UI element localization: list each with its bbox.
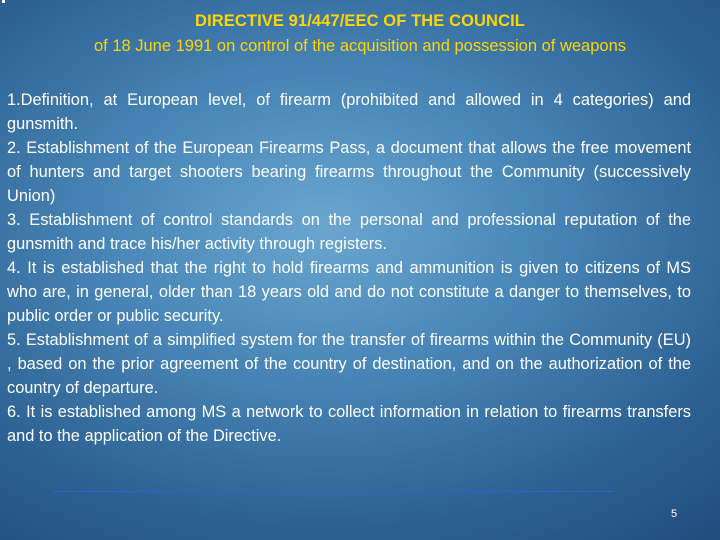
list-item: 2. Establishment of the European Firearms Pass, a document that allows the free movement of hunters and target shooters bearing firearms throughout the Community (successively Union)	[7, 139, 691, 205]
list-item: 3. Establishment of control standards on the personal and professional reputation of the gunsmith and trace his/her activity through registers.	[7, 211, 691, 253]
list-item: 1.Definition, at European level, of firearm (prohibited and allowed in 4 categories) and gunsmith.	[7, 91, 691, 133]
slide-subtitle: of 18 June 1991 on control of the acquisition and possession of weapons	[93, 37, 627, 55]
page-number: 5	[670, 508, 678, 520]
list-item: 4. It is established that the right to hold firearms and ammunition is given to citizens of MS who are, in general, older than 18 years old and do not constitute a danger to themselves, to public order or public security.	[7, 259, 691, 325]
list-item: 5. Establishment of a simplified system for the transfer of firearms within the Community (EU) , based on the prior agreement of the country of destination, and on the authorization of the country of departure.	[7, 331, 691, 397]
corner-mark	[2, 0, 5, 3]
slide-title: DIRECTIVE 91/447/EEC OF THE COUNCIL	[195, 12, 525, 30]
footer-divider	[54, 491, 614, 492]
list-item: 6. It is established among MS a network to collect information in relation to firearms transfers and to the application of the Directive.	[7, 403, 691, 445]
directive-points-list	[7, 88, 691, 448]
